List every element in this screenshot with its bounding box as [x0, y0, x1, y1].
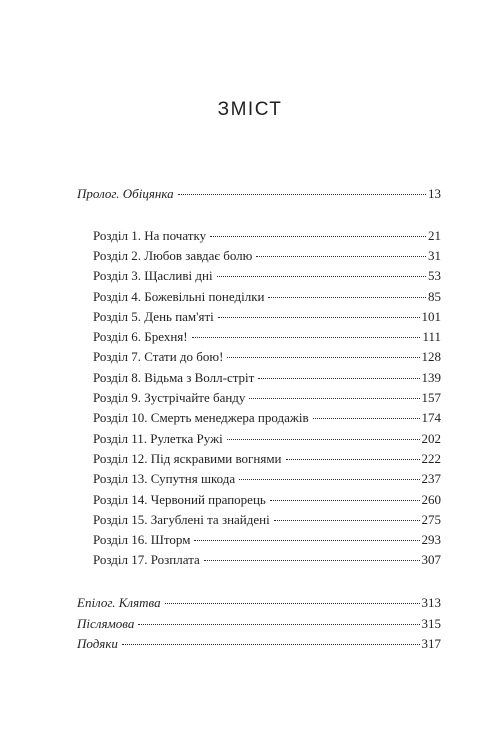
toc-entry-label: Розділ 14. Червоний прапорець [93, 492, 266, 507]
toc-entry-label: Подяки [77, 636, 118, 651]
toc-entry-label: Епілог. Клятва [77, 595, 161, 610]
dot-leader [178, 194, 426, 195]
toc-entry-page: 31 [428, 248, 441, 263]
dot-leader [227, 357, 419, 358]
toc-entry-page: 85 [428, 289, 441, 304]
dot-leader [313, 418, 420, 419]
toc-entry-page: 139 [421, 370, 441, 385]
toc-entry-page: 222 [421, 451, 441, 466]
toc-entry-page: 317 [421, 636, 441, 651]
dot-leader [286, 459, 420, 460]
toc-entry-chapter[interactable] [93, 408, 441, 428]
toc-entry-label: Розділ 3. Щасливі дні [93, 268, 213, 283]
toc-entry-chapter[interactable] [93, 226, 441, 246]
dot-leader [274, 520, 420, 521]
toc-entry-chapter[interactable] [93, 530, 441, 550]
toc-entry-page: 157 [421, 390, 441, 405]
toc-entry-label: Розділ 7. Стати до бою! [93, 349, 224, 364]
dot-leader [194, 540, 419, 541]
toc-entry-page: 293 [421, 532, 441, 547]
dot-leader [122, 644, 420, 645]
dot-leader [165, 603, 420, 604]
toc-entry-label: Розділ 13. Супутня шкода [93, 471, 236, 486]
toc-entry-chapter[interactable] [93, 287, 441, 307]
toc-entry-chapter[interactable] [93, 388, 441, 408]
toc-entry-page: 128 [421, 349, 441, 364]
toc-entry-label: Післямова [77, 616, 135, 631]
toc-entry-label: Розділ 4. Божевільні понеділки [93, 289, 265, 304]
toc-entry-afterword[interactable] [77, 614, 441, 634]
toc-entry-label: Розділ 15. Загублені та знайдені [93, 512, 270, 527]
dot-leader [138, 624, 419, 625]
dot-leader [268, 297, 426, 298]
toc-entry-label: Розділ 16. Шторм [93, 532, 191, 547]
dot-leader [256, 256, 426, 257]
toc-entry-label: Розділ 12. Під яскравими вогнями [93, 451, 282, 466]
page-title: ЗМІСТ [217, 99, 283, 120]
dot-leader [204, 560, 420, 561]
toc-entry-page: 101 [421, 309, 441, 324]
toc-entry-label: Розділ 8. Відьма з Волл-стріт [93, 370, 255, 385]
dot-leader [227, 439, 420, 440]
toc-entry-chapter[interactable] [93, 449, 441, 469]
toc-entry-label: Розділ 1. На початку [93, 228, 207, 243]
toc-entry-acknowledgements[interactable] [77, 634, 441, 654]
dot-leader [270, 500, 420, 501]
toc-entry-page: 13 [428, 186, 441, 201]
toc-entry-chapter[interactable] [93, 469, 441, 489]
toc-entry-label: Розділ 9. Зустрічайте банду [93, 390, 246, 405]
toc-entry-page: 260 [421, 492, 441, 507]
toc-entry-page: 202 [421, 431, 441, 446]
dot-leader [218, 317, 420, 318]
toc-entry-page: 307 [421, 552, 441, 567]
toc-entry-chapter[interactable] [93, 347, 441, 367]
toc-entry-epilogue[interactable] [77, 593, 441, 613]
toc-entry-chapter[interactable] [93, 510, 441, 530]
toc-entry-label: Пролог. Обіцянка [77, 186, 174, 201]
toc-entry-label: Розділ 17. Розплата [93, 552, 200, 567]
toc-entry-chapter[interactable] [93, 429, 441, 449]
toc-entry-chapter[interactable] [93, 550, 441, 570]
toc-entry-chapter[interactable] [93, 490, 441, 510]
toc-entry-label: Розділ 6. Брехня! [93, 329, 188, 344]
toc-entry-page: 237 [421, 471, 441, 486]
toc-entry-label: Розділ 10. Смерть менеджера продажів [93, 410, 309, 425]
toc-entry-chapter[interactable] [93, 266, 441, 286]
toc-entry-label: Розділ 2. Любов завдає болю [93, 248, 253, 263]
dot-leader [210, 236, 426, 237]
toc-entry-chapter[interactable] [93, 368, 441, 388]
toc-entry-page: 21 [428, 228, 441, 243]
toc-entry-chapter[interactable] [93, 307, 441, 327]
toc-entry-prologue[interactable] [77, 184, 441, 204]
dot-leader [258, 378, 419, 379]
toc-entry-page: 53 [428, 268, 441, 283]
toc-entry-label: Розділ 5. День пам'яті [93, 309, 214, 324]
toc-entry-chapter[interactable] [93, 246, 441, 266]
toc-entry-chapter[interactable] [93, 327, 441, 347]
toc-entry-page: 315 [421, 616, 441, 631]
toc-entry-page: 174 [421, 410, 441, 425]
toc-entry-page: 313 [421, 595, 441, 610]
dot-leader [217, 276, 426, 277]
toc-entry-label: Розділ 11. Рулетка Ружі [93, 431, 223, 446]
toc-entry-page: 275 [421, 512, 441, 527]
dot-leader [249, 398, 419, 399]
dot-leader [239, 479, 419, 480]
dot-leader [192, 337, 421, 338]
toc-entry-page: 111 [422, 329, 441, 344]
